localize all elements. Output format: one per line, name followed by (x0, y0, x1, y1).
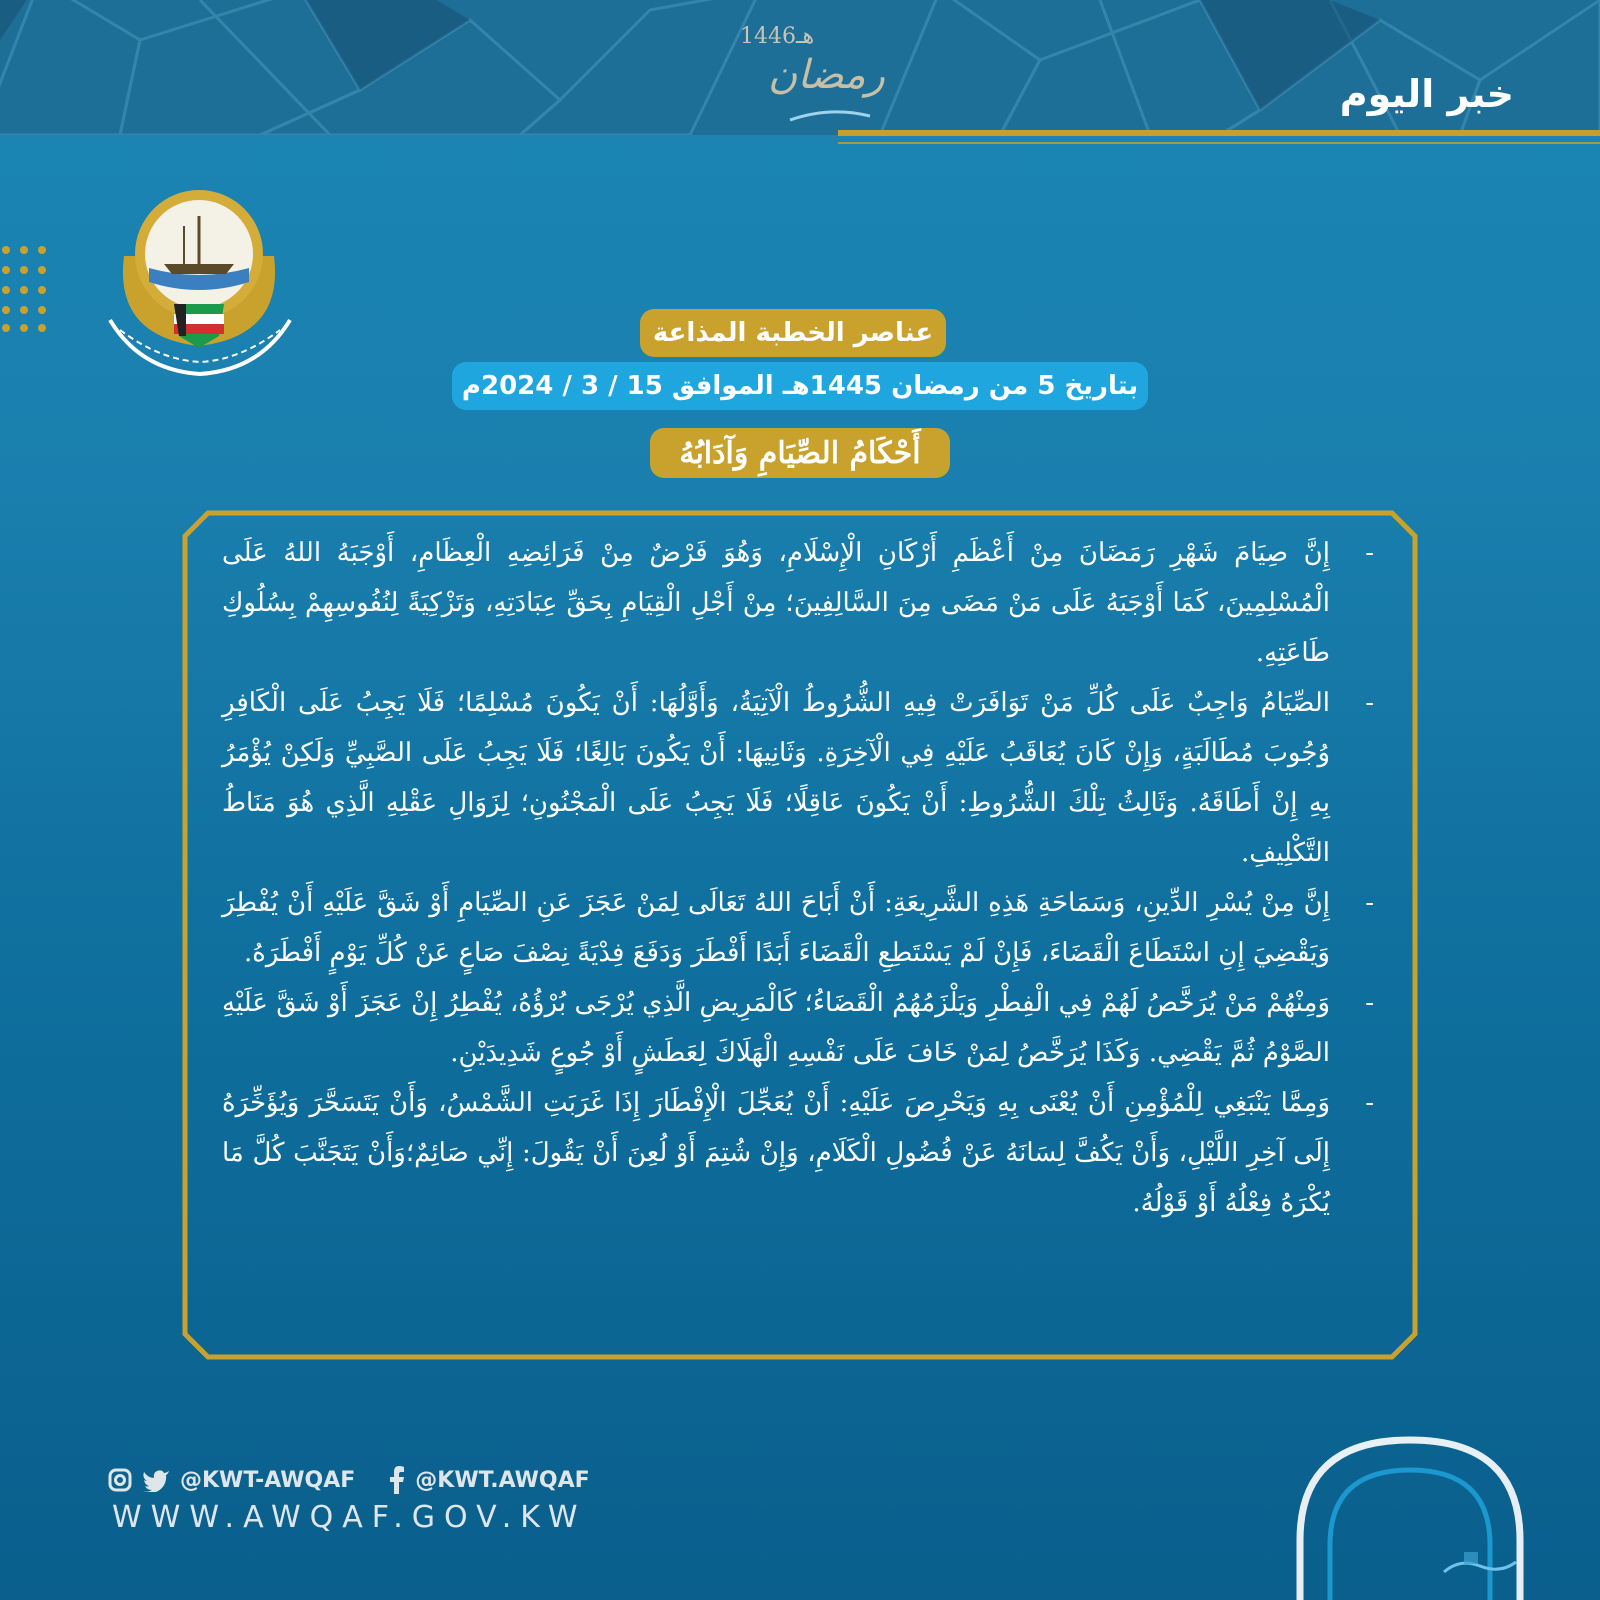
ramadan-year: 1446هـ (740, 24, 815, 49)
sermon-point (222, 878, 1378, 978)
arch-decoration (1270, 1430, 1600, 1600)
social-handle-1[interactable]: @KWT-AWQAF (180, 1467, 356, 1493)
sermon-point-text: الصِّيَامُ وَاجِبٌ عَلَى كُلِّ مَنْ تَوَافَرَتْ فِيهِ الشُّرُوطُ الْآتِيَةُ، وَأَوَّلُهَا: أَنْ يَكُونَ مُسْلِمًا؛ فَلَا يَجِبُ عَلَى الْكَافِرِ وُجُوبَ مُطَالَبَةٍ، وَإِنْ كَانَ يُعَاقَبُ عَلَيْهِ فِي الْآخِرَةِ. وَثَانِيهَا: أَنْ يَكُونَ بَالِغًا؛ فَلَا يَجِبُ عَلَى الصَّبِيِّ وَلَكِنْ يُؤْمَرُ بِهِ إِنْ أَطَاقَهُ. وَثَالِثُ تِلْكَ الشُّرُوطِ: أَنْ يَكُونَ عَاقِلًا؛ فَلَا يَجِبُ عَلَى الْمَجْنُونِ؛ لِزَوَالِ عَقْلِهِ الَّذِي هُوَ مَنَاطُ التَّكْلِيفِ. (222, 688, 1330, 868)
page-title: خبر اليوم (1339, 72, 1514, 116)
sermon-point (222, 978, 1378, 1078)
sermon-point-text: إِنَّ مِنْ يُسْرِ الدِّينِ، وَسَمَاحَةِ هَذِهِ الشَّرِيعَةِ: أَنْ أَبَاحَ اللهُ تَعَالَى لِمَنْ عَجَزَ عَنِ الصِّيَامِ أَوْ شَقَّ عَلَيْهِ أَنْ يُفْطِرَ وَيَقْضِيَ إِنِ اسْتَطَاعَ الْقَضَاءَ، فَإِنْ لَمْ يَسْتَطِعِ الْقَضَاءَ أَبَدًا أَفْطَرَ وَدَفَعَ فِدْيَةً نِصْفَ صَاعٍ عَنْ كُلِّ يَوْمٍ أَفْطَرَهُ. (222, 888, 1330, 968)
sermon-points (222, 528, 1378, 1228)
ramadan-word: رمضان (768, 52, 885, 98)
headline-date: بتاريخ 5 من رمضان 1445هـ الموافق 15 / 3 / 2024م (452, 362, 1148, 410)
social-handle-2[interactable]: @KWT.AWQAF (415, 1467, 590, 1493)
bullet: - (1365, 688, 1374, 718)
website-link[interactable]: WWW.AWQAF.GOV.KW (112, 1500, 587, 1535)
gold-divider-thin (838, 142, 1600, 144)
sermon-point-text: وَمِنْهُمْ مَنْ يُرَخَّصُ لَهُمْ فِي الْفِطْرِ وَيَلْزَمُهُمُ الْقَضَاءُ؛ كَالْمَرِيضِ الَّذِي يُرْجَى بُرْؤُهُ، يُفْطِرُ إِنْ عَجَزَ أَوْ شَقَّ عَلَيْهِ الصَّوْمُ ثُمَّ يَقْضِي. وَكَذَا يُرَخَّصُ لِمَنْ خَافَ عَلَى نَفْسِهِ الْهَلَاكَ لِعَطَشٍ أَوْ جُوعٍ شَدِيدَيْنِ. (222, 988, 1330, 1068)
bullet: - (1365, 888, 1374, 918)
headline-title: عناصر الخطبة المذاعة (640, 309, 946, 357)
sermon-point (222, 528, 1378, 678)
instagram-icon[interactable] (108, 1468, 132, 1492)
sermon-point (222, 678, 1378, 878)
twitter-icon[interactable] (142, 1468, 170, 1492)
facebook-icon[interactable] (389, 1466, 405, 1494)
bullet: - (1365, 538, 1374, 568)
ministry-calligraphy (100, 300, 300, 380)
ramadan-small-logo-icon (1440, 1548, 1520, 1578)
headline-topic: أَحْكَامُ الصِّيَامِ وَآدَابُهُ (650, 428, 950, 478)
dots-decoration (0, 244, 50, 334)
gold-divider (838, 130, 1600, 136)
social-bar (108, 1466, 590, 1494)
sermon-point-text: وَمِمَّا يَنْبَغِي لِلْمُؤْمِنِ أَنْ يُعْنَى بِهِ وَيَحْرِصَ عَلَيْهِ: أَنْ يُعَجِّلَ الْإِفْطَارَ إِذَا غَرَبَتِ الشَّمْسُ، وَأَنْ يَتَسَحَّرَ وَيُؤَخِّرَهُ إِلَى آخِرِ اللَّيْلِ، وَأَنْ يَكُفَّ لِسَانَهُ عَنْ فُضُولِ الْكَلَامِ، وَإِنْ شُتِمَ أَوْ لُعِنَ أَنْ يَقُولَ: إِنِّي صَائِمٌ؛وَأَنْ يَتَجَنَّبَ كُلَّ مَا يُكْرَهُ فِعْلُهُ أَوْ قَوْلُهُ. (222, 1088, 1330, 1218)
bullet: - (1365, 1088, 1374, 1118)
sermon-point-text: إِنَّ صِيَامَ شَهْرِ رَمَضَانَ مِنْ أَعْظَمِ أَرْكَانِ الْإِسْلَامِ، وَهُوَ فَرْضٌ مِنْ فَرَائِضِهِ الْعِظَامِ، أَوْجَبَهُ اللهُ عَلَى الْمُسْلِمِينَ، كَمَا أَوْجَبَهُ عَلَى مَنْ مَضَى مِنَ السَّالِفِينَ؛ مِنْ أَجْلِ الْقِيَامِ بِحَقِّ عِبَادَتِهِ، وَتَزْكِيَةً لِنُفُوسِهِمْ بِسُلُوكِ طَاعَتِهِ. (222, 538, 1330, 668)
bullet: - (1365, 988, 1374, 1018)
sermon-point (222, 1078, 1378, 1228)
